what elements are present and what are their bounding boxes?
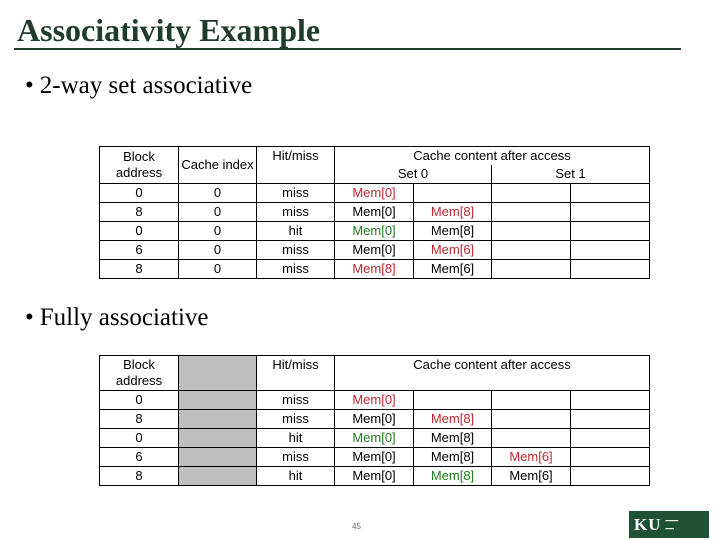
table-row — [100, 391, 650, 410]
cache-content-header: Cache content after access — [335, 356, 650, 391]
hit-miss-cell: miss — [257, 448, 335, 467]
set0-way0-cell: Mem[8] — [335, 260, 414, 279]
block1-cell: Mem[8] — [414, 410, 492, 429]
block3-cell — [571, 429, 650, 448]
block1-cell: Mem[8] — [414, 448, 492, 467]
seal-icon: ━━━ ━━ — [665, 516, 679, 533]
block-address-cell: 8 — [100, 203, 179, 222]
empty-gray-cell — [179, 467, 257, 486]
title-underline — [14, 48, 681, 50]
block0-cell: Mem[0] — [335, 391, 414, 410]
block-address-cell: 6 — [100, 448, 179, 467]
table-row — [100, 448, 650, 467]
block0-cell: Mem[0] — [335, 410, 414, 429]
hit-miss-header: Hit/miss — [257, 356, 335, 391]
hit-miss-cell: miss — [257, 241, 335, 260]
block1-cell — [414, 391, 492, 410]
block-address-cell: 0 — [100, 184, 179, 203]
set0-way1-cell — [414, 184, 492, 203]
cache-index-cell: 0 — [179, 203, 257, 222]
page-number: 45 — [352, 522, 361, 531]
block-address-header: Block address — [100, 147, 179, 184]
table-row — [100, 429, 650, 448]
block-address-cell: 0 — [100, 222, 179, 241]
empty-gray-cell — [179, 391, 257, 410]
table-row — [100, 203, 650, 222]
empty-gray-cell — [179, 448, 257, 467]
block2-cell: Mem[6] — [492, 467, 571, 486]
block2-cell — [492, 410, 571, 429]
bullet-dot: • — [25, 304, 34, 331]
set0-way0-cell: Mem[0] — [335, 241, 414, 260]
hit-miss-cell: miss — [257, 410, 335, 429]
fully-associative-table — [99, 355, 650, 486]
table-row — [100, 410, 650, 429]
hit-miss-cell: miss — [257, 260, 335, 279]
table-row — [100, 184, 650, 203]
cache-index-cell: 0 — [179, 260, 257, 279]
hit-miss-cell: hit — [257, 429, 335, 448]
set0-way0-cell: Mem[0] — [335, 184, 414, 203]
bullet-dot: • — [25, 72, 34, 99]
cache-index-cell: 0 — [179, 222, 257, 241]
hit-miss-cell: miss — [257, 203, 335, 222]
block0-cell: Mem[0] — [335, 467, 414, 486]
set-associative-table — [99, 146, 650, 279]
block1-cell: Mem[8] — [414, 467, 492, 486]
table-row — [100, 260, 650, 279]
block0-cell: Mem[0] — [335, 448, 414, 467]
block3-cell — [571, 467, 650, 486]
block0-cell: Mem[0] — [335, 429, 414, 448]
set1-way0-cell — [492, 260, 571, 279]
set1-way1-cell — [571, 260, 650, 279]
set1-way0-cell — [492, 184, 571, 203]
set1-way1-cell — [571, 241, 650, 260]
block-address-header: Block address — [100, 356, 179, 391]
bullet-text: 2-way set associative — [39, 72, 253, 99]
hit-miss-cell: miss — [257, 391, 335, 410]
block3-cell — [571, 448, 650, 467]
table-row — [100, 222, 650, 241]
hit-miss-header: Hit/miss — [257, 147, 335, 184]
hit-miss-cell: hit — [257, 222, 335, 241]
bullet-fully-associative — [25, 304, 209, 332]
header-row — [100, 356, 650, 391]
set1-way1-cell — [571, 184, 650, 203]
bullet-text: Fully associative — [39, 304, 209, 331]
cache-index-cell: 0 — [179, 241, 257, 260]
table-row — [100, 467, 650, 486]
block-address-cell: 8 — [100, 410, 179, 429]
block1-cell: Mem[8] — [414, 429, 492, 448]
block-address-cell: 8 — [100, 260, 179, 279]
block3-cell — [571, 391, 650, 410]
cache-content-header: Cache content after access — [335, 147, 650, 166]
set0-way0-cell: Mem[0] — [335, 203, 414, 222]
set0-way1-cell: Mem[6] — [414, 260, 492, 279]
logo-text: KU — [634, 514, 662, 534]
set0-way1-cell: Mem[8] — [414, 222, 492, 241]
set1-way0-cell — [492, 203, 571, 222]
set1-header: Set 1 — [492, 165, 650, 184]
university-logo — [629, 511, 709, 538]
cache-index-cell: 0 — [179, 184, 257, 203]
block-address-cell: 6 — [100, 241, 179, 260]
hit-miss-cell: miss — [257, 184, 335, 203]
table-row — [100, 241, 650, 260]
cache-index-header: Cache index — [179, 147, 257, 184]
slide-title: Associativity Example — [17, 12, 321, 48]
block2-cell: Mem[6] — [492, 448, 571, 467]
block2-cell — [492, 429, 571, 448]
block-address-cell: 0 — [100, 429, 179, 448]
block3-cell — [571, 410, 650, 429]
empty-gray-cell — [179, 410, 257, 429]
set1-way1-cell — [571, 203, 650, 222]
header-row — [100, 147, 650, 166]
bullet-set-associative — [25, 72, 252, 100]
hit-miss-cell: hit — [257, 467, 335, 486]
empty-gray-cell — [179, 429, 257, 448]
set1-way1-cell — [571, 222, 650, 241]
set0-way1-cell: Mem[8] — [414, 203, 492, 222]
set0-way0-cell: Mem[0] — [335, 222, 414, 241]
set1-way0-cell — [492, 241, 571, 260]
empty-gray-header — [179, 356, 257, 391]
block-address-cell: 8 — [100, 467, 179, 486]
set0-header: Set 0 — [335, 165, 492, 184]
set0-way1-cell: Mem[6] — [414, 241, 492, 260]
set1-way0-cell — [492, 222, 571, 241]
block2-cell — [492, 391, 571, 410]
block-address-cell: 0 — [100, 391, 179, 410]
